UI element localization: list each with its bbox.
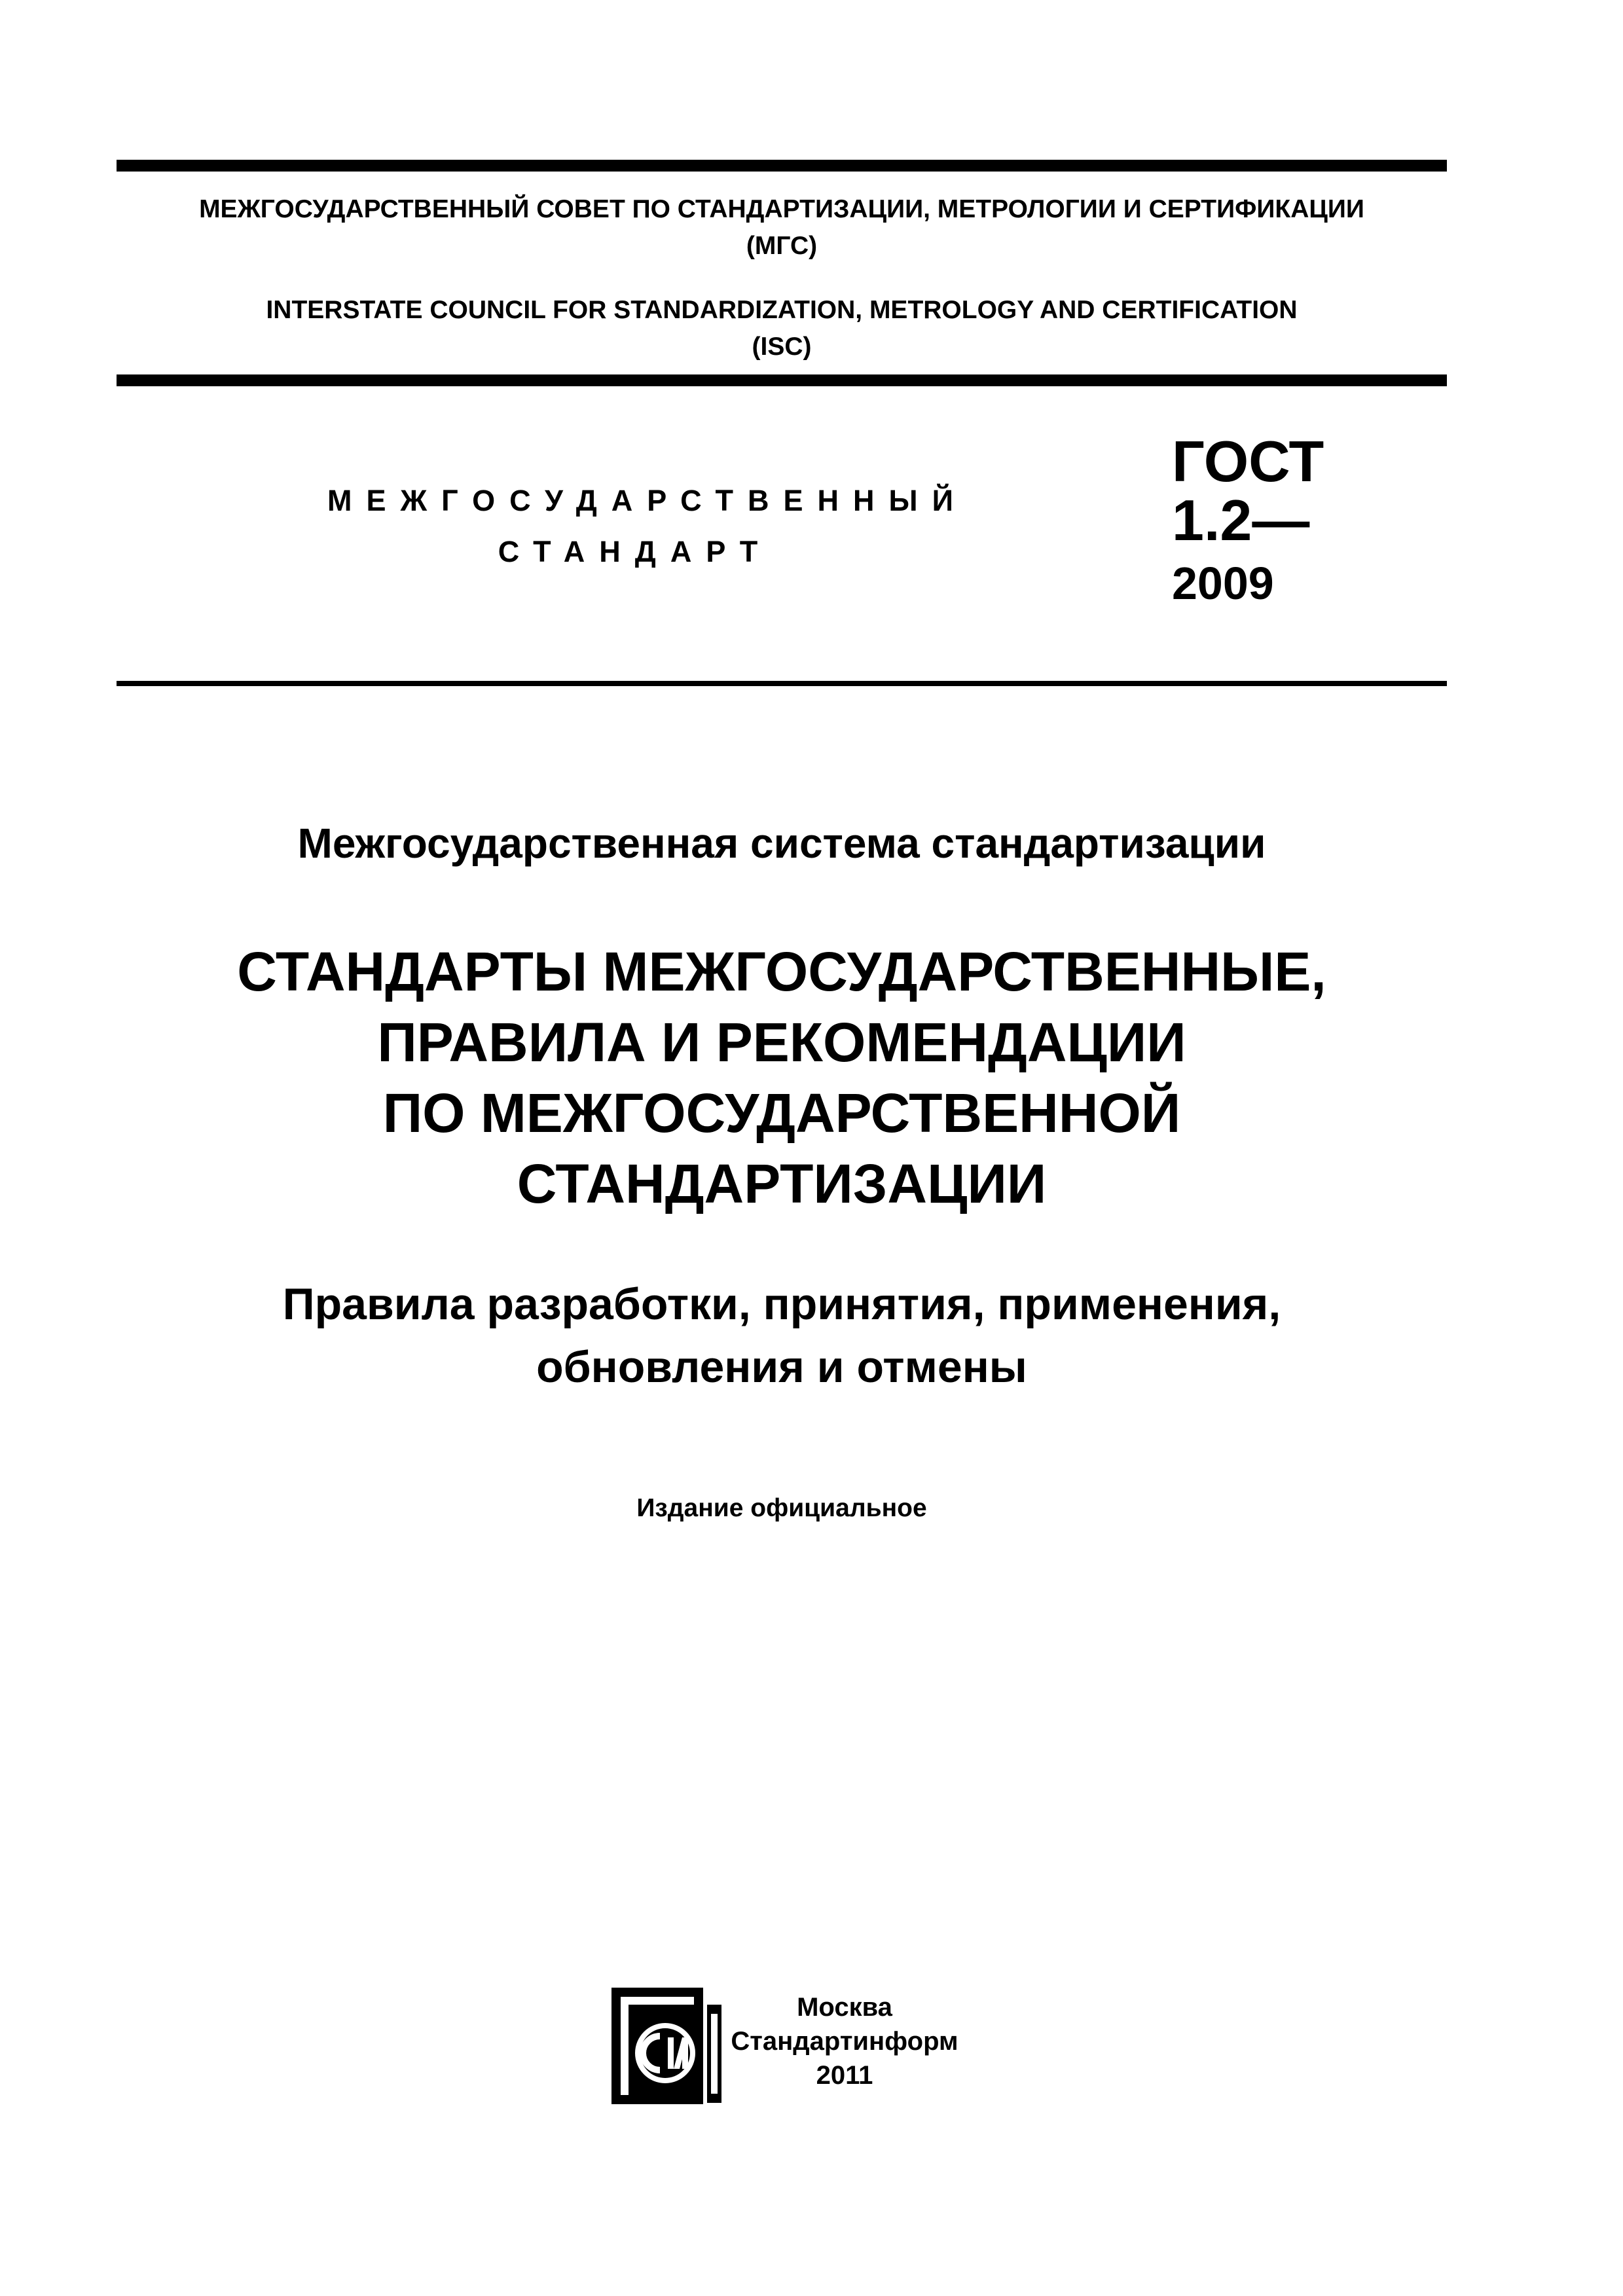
designation-year: 2009 [1172, 558, 1274, 609]
document-subtitle-line1: Правила разработки, принятия, применения, [282, 1279, 1281, 1329]
document-subtitle [117, 1273, 1447, 1398]
document-title-line3: ПО МЕЖГОСУДАРСТВЕННОЙ [382, 1082, 1181, 1144]
council-name-en [117, 292, 1447, 365]
edition-label: Издание официальное [636, 1494, 927, 1522]
council-name-en-line1: INTERSTATE COUNCIL FOR STANDARDIZATION, METROLOGY AND CERTIFICATION [266, 296, 1298, 324]
publisher-city: Москва [797, 1993, 892, 2022]
council-name-ru-abbr: (МГС) [746, 232, 818, 260]
standard-kind-line1: МЕЖГОСУДАРСТВЕННЫЙ [327, 484, 968, 517]
designation-number: 1.2— [1172, 488, 1310, 553]
standard-designation [1172, 429, 1324, 613]
council-name-en-abbr: (ISC) [752, 333, 812, 361]
council-name-ru [117, 191, 1447, 264]
system-title: Межгосударственная система стандартизации [297, 820, 1266, 867]
document-title-line2: ПРАВИЛА И РЕКОМЕНДАЦИИ [377, 1011, 1186, 1073]
standard-kind-line2: СТАНДАРТ [498, 535, 773, 568]
designation-prefix: ГОСТ [1172, 429, 1324, 494]
publication-year: 2011 [816, 2061, 873, 2090]
header-bottom-rule [117, 681, 1447, 686]
document-title-line1: СТАНДАРТЫ МЕЖГОСУДАРСТВЕННЫЕ, [237, 941, 1326, 1002]
document-subtitle-line2: обновления и отмены [536, 1342, 1027, 1392]
middle-rule [117, 374, 1447, 386]
council-name-ru-line1: МЕЖГОСУДАРСТВЕННЫЙ СОВЕТ ПО СТАНДАРТИЗАЦИИ, МЕТРОЛОГИИ И СЕРТИФИКАЦИИ [199, 195, 1364, 223]
document-title-line4: СТАНДАРТИЗАЦИИ [517, 1153, 1047, 1214]
standard-kind [327, 475, 968, 577]
publisher-name: Стандартинформ [731, 2027, 958, 2056]
document-title [117, 936, 1447, 1219]
standartinform-logo-icon [609, 1985, 727, 2107]
top-rule [117, 160, 1447, 172]
publisher-block [727, 1990, 962, 2092]
